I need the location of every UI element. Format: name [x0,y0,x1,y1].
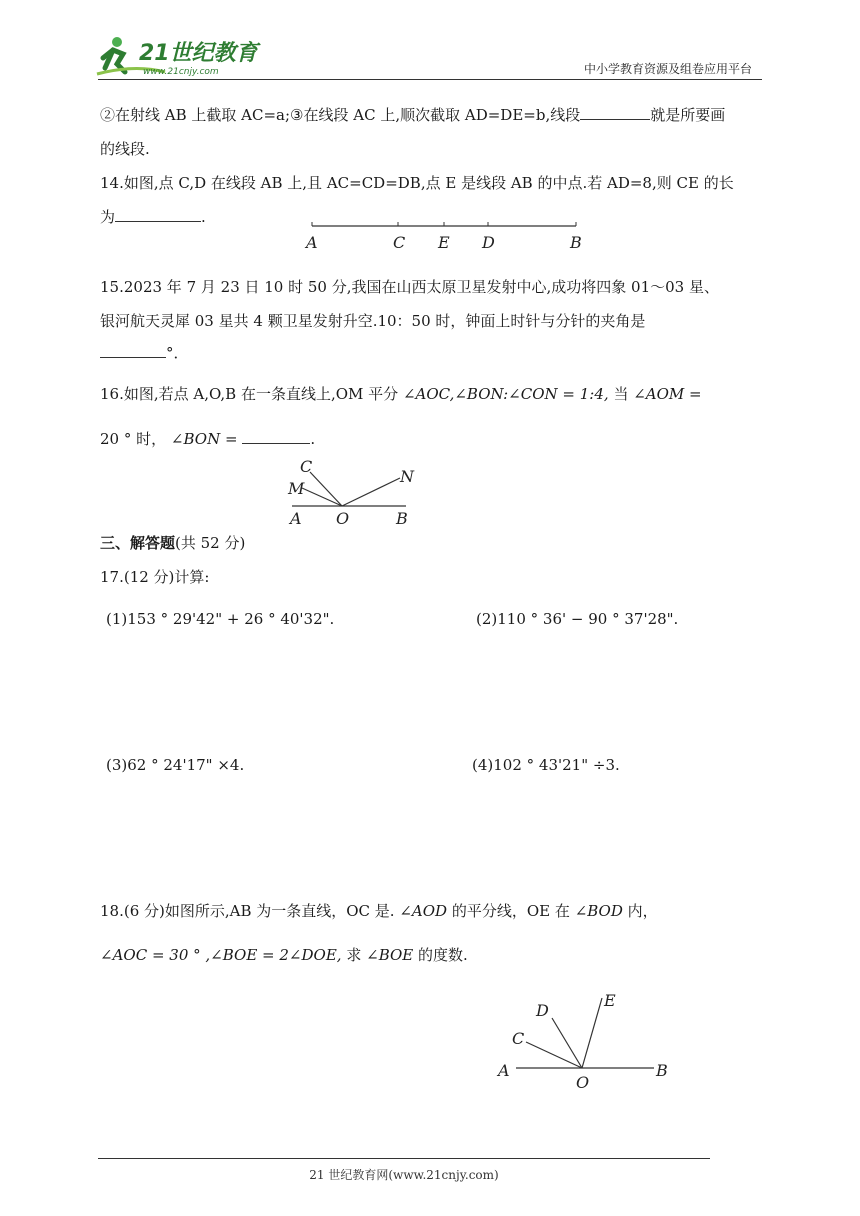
site-name: 中小学教育资源及组卷应用平台 [583,62,752,76]
q18-text-mid: 的平分线，OE 在 [451,902,570,920]
q18-math4: ∠BOE [366,946,414,964]
footer-text: 21 世纪教育网(www.21cnjy.com) [309,1168,499,1182]
q16-line2 [100,428,315,450]
q13-text-end: 就是所要画 [650,106,726,124]
label-e: E [604,991,616,1010]
q13-answer-blank[interactable] [580,105,650,120]
q16-math3: ∠BON = [170,430,238,448]
section-title [100,532,245,554]
q16-period: . [310,430,316,448]
q16-math: ∠AOC,∠BON:∠CON = 1:4, [402,385,609,403]
label-c: C [512,1029,525,1048]
q15-line3 [100,342,189,364]
q18-line1 [100,900,658,922]
q17-part2: (2)110 ° 36' − 90 ° 37'28". [476,610,679,628]
header-logo [95,34,265,80]
label-b: B [570,233,582,252]
q18-line2 [100,944,468,966]
label-o: O [336,509,350,528]
q16-figure [280,456,420,528]
label-n: N [400,467,414,486]
q18-text-end: 内， [627,902,658,920]
q16-math2: ∠AOM = [633,385,702,403]
label-a: A [306,233,318,252]
logo-url-text: www.21cnjy.com [143,67,219,77]
q16-line1 [100,383,702,405]
q18-math: ∠AOD [399,902,448,920]
q14-line2 [100,206,206,228]
q13-line2: 的线段. [100,140,150,158]
ray-oe [582,998,602,1068]
q14-answer-blank[interactable] [115,207,201,222]
label-m: M [288,479,305,498]
q15-degree: °． [166,344,189,362]
label-d: D [536,1001,549,1020]
ray-on [342,478,400,506]
logo-runner-icon [95,34,265,80]
q18-text3: 的度数. [418,946,468,964]
q17-part1: (1)153 ° 29'42" + 26 ° 40'32". [106,610,335,628]
q18-math3: ∠AOC = 30 ° ,∠BOE = 2∠DOE, [100,946,342,964]
label-b: B [396,509,408,528]
q18-math2: ∠BOD [574,902,623,920]
label-a: A [290,509,302,528]
q16-text2: 20 ° 时， [100,430,167,448]
label-b: B [656,1061,668,1080]
label-d: D [482,233,495,252]
q14-figure [300,214,590,254]
q17-part3: (3)62 ° 24'17" ×4. [106,756,245,774]
q18-text: 18.(6 分)如图所示,AB 为一条直线，OC 是. [100,902,395,920]
q15-line1: 15.2023 年 7 月 23 日 10 时 50 分,我国在山西太原卫星发射中心,成功将四象 01～03 星、 [100,278,719,296]
ray-oc [310,472,342,506]
q18-figure [490,986,680,1090]
section-heading: 三、解答题 [100,534,176,552]
label-c: C [300,457,313,476]
section-points: (共 52 分) [175,534,246,552]
label-a: A [498,1061,510,1080]
q14-period: . [201,208,206,226]
footer-divider [98,1158,710,1159]
q16-text-mid: 当 [613,385,629,403]
q15-line2: 银河航天灵犀 03 星共 4 颗卫星发射升空.10：50 时，钟面上时针与分针的夹角是 [100,312,646,330]
header-divider [98,79,762,80]
label-c: C [393,233,406,252]
q16-text: 16.如图,若点 A,O,B 在一条直线上,OM 平分 [100,385,399,403]
q17-part4: (4)102 ° 43'21" ÷3. [472,756,620,774]
label-o: O [576,1073,590,1090]
q13-line1 [100,104,725,126]
ray-om [302,488,342,506]
q16-answer-blank[interactable] [242,429,310,444]
q17-stem: 17.(12 分)计算: [100,568,210,586]
label-e: E [438,233,450,252]
q13-text: ②在射线 AB 上截取 AC=a;③在线段 AC 上,顺次截取 AD=DE=b,线段 [100,106,581,124]
q18-text2: 求 [346,946,362,964]
q14-stem: 14.如图,点 C,D 在线段 AB 上,且 AC=CD=DB,点 E 是线段 AB 的中点.若 AD=8,则 CE 的长 [100,174,734,192]
logo-text: 21世纪教育 [139,41,258,66]
q15-answer-blank[interactable] [100,343,166,358]
q14-text: 为 [100,208,116,226]
